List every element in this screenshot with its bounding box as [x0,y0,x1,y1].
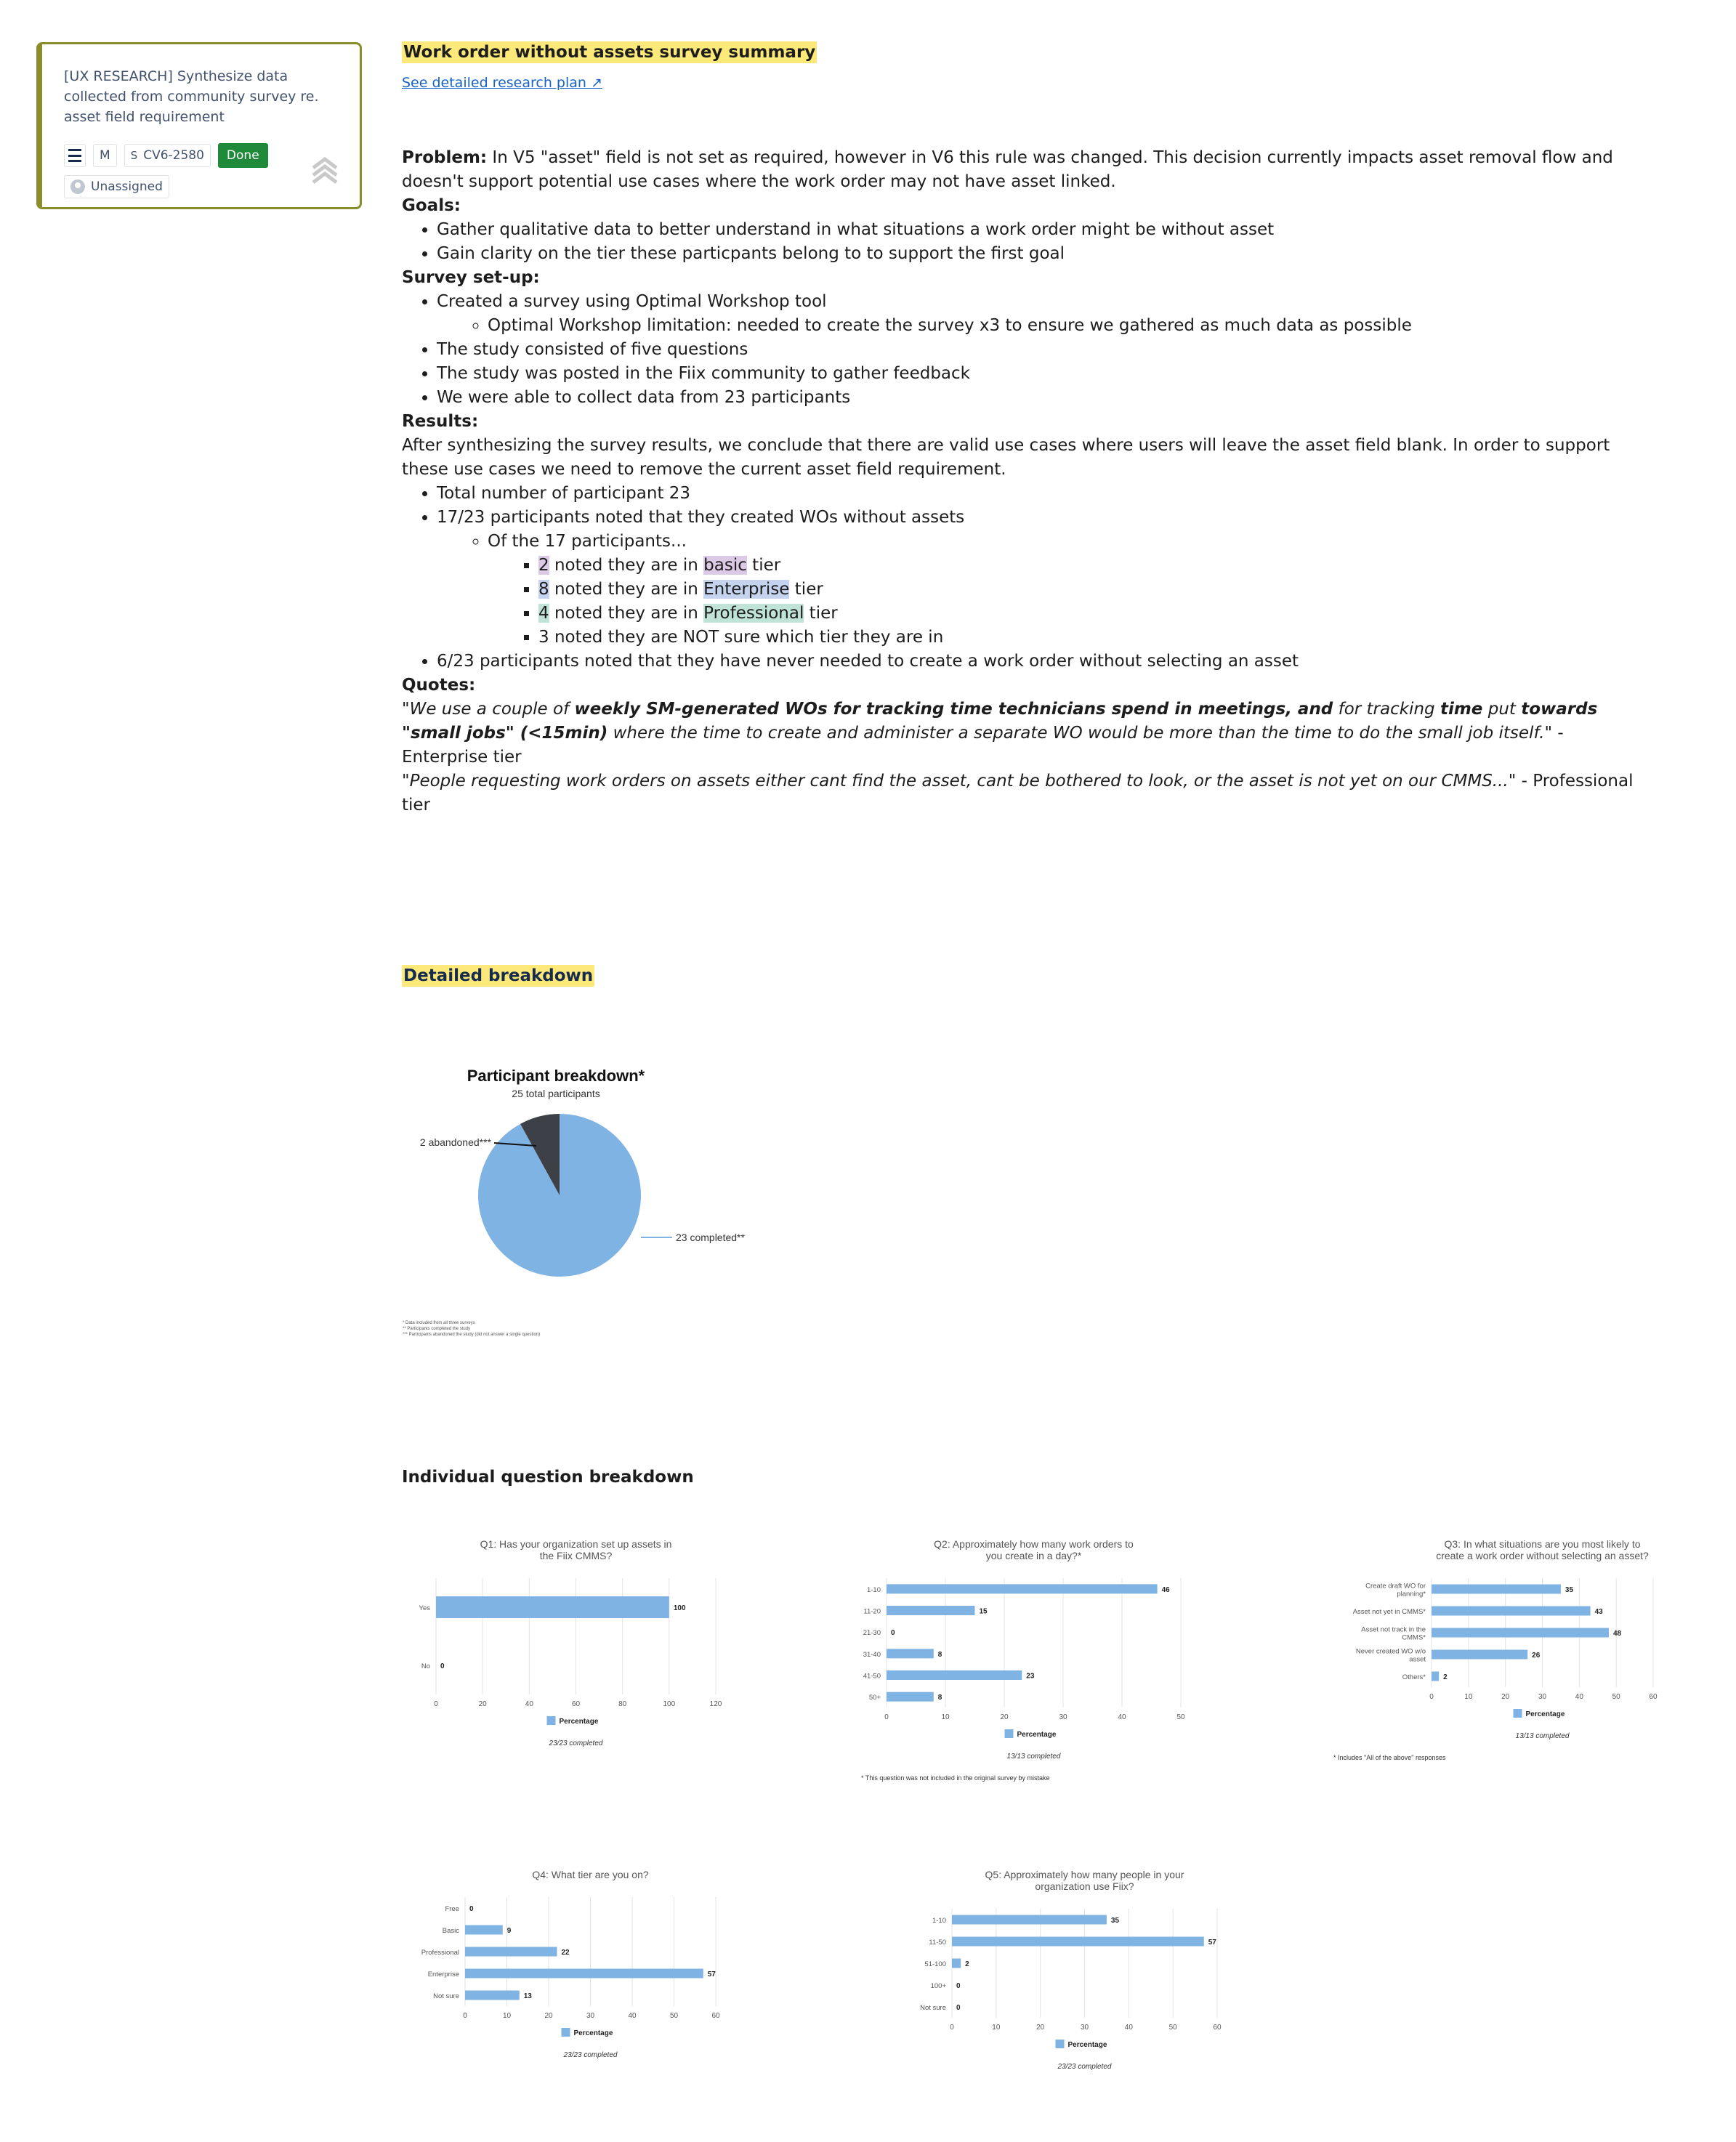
status-badge[interactable]: Done [218,143,268,168]
list-item: • Total number of participant 23 [437,482,1637,506]
story-lines-icon [68,149,81,162]
x-tick-label: 20 [1000,1713,1009,1721]
y-tick-label: Not sure [433,1992,459,2000]
x-tick-label: 20 [478,1700,487,1708]
data-label: 35 [1565,1586,1574,1594]
bar [887,1584,1158,1593]
legend-label: Percentage [559,1718,599,1726]
x-tick-label: 10 [502,2012,512,2020]
results-text: After synthesizing the survey results, we conclude that there are valid use cases where users will leave the asset field blank. In order to support these use cases we need to remove the current asset field requirement. [402,436,1610,479]
x-tick-label: 0 [463,2012,467,2020]
x-tick-label: 100 [663,1700,676,1708]
bar [887,1649,934,1658]
bar [887,1606,975,1615]
problem-text: In V5 "asset" field is not set as required, however in V6 this rule was changed. This decision currently impacts asset removal flow and doesn't support potential use cases where the work order may not have asset linked. [402,148,1613,191]
list-item: • Created a survey using Optimal Workshop tool ◦ Optimal Workshop limitation: needed to create the survey x3 to ensure we gathered as much data as possible [437,290,1637,338]
x-tick-label: 10 [941,1713,950,1721]
y-tick-label: Asset not yet in CMMS* [1352,1608,1426,1616]
q4-bar-chart [403,1864,730,2082]
y-tick-label: 1-10 [866,1585,881,1594]
quotes-label: Quotes: [402,676,476,695]
bar [1432,1606,1591,1616]
tier-professional-item: ▪ 4 noted they are in Professional tier [538,602,1637,626]
data-label: 22 [561,1949,570,1957]
bar [1432,1628,1609,1638]
x-tick-label: 40 [1118,1713,1126,1721]
x-tick-label: 120 [709,1700,722,1708]
pie-label-abandoned: 2 abandoned*** [419,1136,491,1148]
assignee-label: Unassigned [91,179,163,194]
legend-label: Percentage [1525,1710,1565,1718]
y-tick-label: asset [1409,1655,1426,1664]
x-tick-label: 30 [1538,1693,1547,1701]
x-tick-label: 0 [1429,1693,1434,1701]
y-tick-label: 31-40 [863,1650,881,1659]
issue-key: CV6-2580 [143,148,204,163]
quote-enterprise: "We use a couple of weekly SM-generated WOs for tracking time technicians spend in meetings, and for tracking time put towards "small jobs" (<15min) where the time to create and administer a separate WO would be more than the time to do the small job itself." - Enterprise tier [402,700,1598,767]
list-item: • 6/23 participants noted that they have never needed to create a work order without selecting an asset [437,650,1637,674]
x-tick-label: 10 [1464,1693,1473,1701]
legend-swatch [1514,1709,1522,1718]
size-label: M [100,148,110,163]
data-label: 2 [1443,1673,1448,1681]
completed-note: 23/23 completed [549,1739,603,1747]
y-tick-label: CMMS* [1402,1633,1426,1642]
pie-label-completed: 23 completed** [676,1232,745,1243]
quote-professional: "People requesting work orders on assets either cant find the asset, cant be bothered to look, or the asset is not yet on our CMMS..." - Professional tier [402,772,1634,815]
story-icon: S [130,149,138,162]
legend-label: Percentage [1067,2041,1107,2049]
bar [887,1670,1022,1680]
x-tick-label: 0 [434,1700,438,1708]
data-label: 43 [1594,1608,1603,1616]
issue-type-chip[interactable] [64,144,86,167]
pie-footnote: ** Participants completed the study [403,1327,471,1331]
x-tick-label: 50 [1612,1693,1620,1701]
completed-note: 23/23 completed [563,2051,618,2059]
research-summary [402,41,1637,817]
completed-note: 13/13 completed [1006,1753,1061,1761]
x-tick-label: 60 [711,2012,720,2020]
list-item: • The study was posted in the Fiix community to gather feedback [437,362,1637,386]
priority-highest-icon [310,158,339,187]
assignee-chip[interactable] [64,175,169,198]
y-tick-label: Enterprise [427,1971,459,1979]
x-tick-label: 60 [1649,1693,1658,1701]
chart-title: the Fiix CMMS? [539,1550,613,1561]
x-tick-label: 20 [1501,1693,1510,1701]
data-label: 46 [1161,1585,1170,1594]
legend-swatch [1005,1729,1014,1738]
participant-pie-chart [400,1054,807,1351]
q3-bar-chart [1326,1533,1668,1761]
completed-note: 13/13 completed [1515,1732,1570,1740]
chart-title: Q5: Approximately how many people in your [985,1869,1184,1880]
list-item: • We were able to collect data from 23 participants [437,386,1637,410]
problem-paragraph [402,146,1637,194]
research-plan-link[interactable]: See detailed research plan ↗ [402,75,602,91]
data-label: 8 [937,1650,942,1659]
detailed-breakdown-heading [402,966,594,985]
bar [1432,1585,1561,1594]
bar [887,1692,934,1702]
legend-swatch [562,2028,570,2037]
pie-title: Participant breakdown* [467,1067,645,1085]
y-tick-label: 50+ [868,1694,881,1702]
chart-title: Q2: Approximately how many work orders to [934,1538,1134,1550]
y-tick-label: Basic [442,1927,459,1935]
x-tick-label: 20 [544,2012,553,2020]
bar [952,1915,1107,1925]
tier-enterprise-item: ▪ 8 noted they are in Enterprise tier [538,578,1637,602]
x-tick-label: 30 [1080,2024,1089,2032]
data-label: 9 [506,1927,512,1935]
bar [436,1596,669,1618]
bar [1432,1672,1439,1681]
data-label: 100 [673,1604,686,1612]
x-tick-label: 50 [1168,2024,1177,2032]
x-tick-label: 20 [1036,2024,1045,2032]
y-tick-label: Others* [1402,1673,1426,1681]
q2-bar-chart [854,1533,1195,1782]
avatar-icon [70,179,85,194]
x-tick-label: 60 [1213,2024,1222,2032]
problem-label: Problem: [402,148,488,167]
goals-list [402,218,1637,266]
bar [952,1959,961,1968]
data-label: 57 [1208,1939,1216,1947]
chart-title: Q1: Has your organization set up assets in [480,1538,672,1550]
y-tick-label: Asset not track in the [1361,1625,1426,1634]
doc-title: Work order without assets survey summary [403,43,816,62]
goals-label: Goals: [402,196,461,215]
chart-title: you create in a day?* [985,1550,1082,1561]
setup-list [402,290,1637,410]
y-tick-label: Professional [421,1949,459,1957]
bar [465,1925,503,1935]
x-tick-label: 10 [992,2024,1001,2032]
list-item: • Gather qualitative data to better understand in what situations a work order might be without asset [437,218,1637,242]
bar [465,1969,703,1979]
x-tick-label: 50 [669,2012,679,2020]
individual-breakdown-heading: Individual question breakdown [402,1468,694,1487]
issue-card-meta [64,143,268,168]
y-tick-label: 11-50 [929,1939,946,1947]
data-label: 0 [956,2004,961,2012]
x-tick-label: 0 [950,2024,954,2032]
completed-note: 23/23 completed [1057,2063,1112,2071]
bar [952,1937,1204,1947]
x-tick-label: 50 [1176,1713,1185,1721]
pie-subtitle: 25 total participants [512,1088,600,1099]
x-tick-label: 40 [1124,2024,1133,2032]
chart-title: Q4: What tier are you on? [532,1869,649,1880]
list-item: • Gain clarity on the tier these particpants belong to to support the first goal [437,242,1637,266]
y-tick-label: 1-10 [932,1917,946,1925]
pie-footnote: * Data included from all three surveys [403,1321,475,1325]
chart-footnote: * Includes "All of the above" responses [1333,1754,1446,1761]
legend-label: Percentage [573,2029,613,2037]
chart-title: organization use Fiix? [1035,1880,1134,1892]
assignee-row [64,175,169,198]
q5-bar-chart [890,1864,1232,2082]
y-tick-label: 21-30 [863,1629,881,1638]
y-tick-label: Create draft WO for [1365,1582,1426,1591]
y-tick-label: 100+ [930,1982,946,1990]
y-tick-label: Free [445,1905,459,1913]
x-tick-label: 60 [571,1700,581,1708]
results-list [402,482,1637,674]
x-tick-label: 0 [884,1713,889,1721]
data-label: 0 [440,1662,445,1670]
x-tick-label: 40 [525,1700,533,1708]
data-label: 0 [891,1629,895,1638]
y-tick-label: Never created WO w/o [1355,1647,1426,1656]
y-tick-label: 11-20 [863,1607,881,1616]
y-tick-label: 41-50 [863,1672,881,1681]
chart-footnote: * This question was not included in the original survey by mistake [861,1774,1050,1782]
issue-key-chip[interactable] [124,144,211,167]
y-tick-label: Yes [419,1604,430,1612]
data-label: 0 [469,1905,474,1913]
q1-bar-chart [403,1533,730,1751]
y-tick-label: 51-100 [924,1960,946,1968]
legend-label: Percentage [1017,1731,1057,1739]
y-tick-label: No [421,1662,430,1670]
x-tick-label: 40 [628,2012,637,2020]
chart-title: Q3: In what situations are you most likely to [1444,1538,1641,1550]
issue-card-title[interactable]: [UX RESEARCH] Synthesize data collected from community survey re. asset field requirement [64,68,319,125]
tier-unsure-item: ▪ 3 noted they are NOT sure which tier they are in [538,626,1637,650]
data-label: 57 [707,1971,716,1979]
y-tick-label: planning* [1397,1590,1426,1599]
x-tick-label: 30 [1059,1713,1067,1721]
x-tick-label: 30 [586,2012,595,2020]
data-label: 0 [956,1982,961,1990]
size-chip[interactable] [93,144,117,167]
data-label: 8 [937,1694,942,1702]
data-label: 35 [1110,1917,1120,1925]
x-tick-label: 40 [1575,1693,1583,1701]
legend-swatch [547,1716,556,1725]
issue-card[interactable] [36,42,362,209]
data-label: 48 [1613,1630,1622,1638]
legend-swatch [1056,2040,1065,2048]
x-tick-label: 80 [618,1700,627,1708]
results-label: Results: [402,412,479,431]
pie-footnote: *** Participants abandoned the study (did not answer a single question) [403,1333,541,1337]
data-label: 15 [979,1607,988,1616]
data-label: 26 [1532,1652,1541,1660]
chart-title: create a work order without selecting an asset? [1436,1550,1649,1561]
bar [1432,1650,1527,1660]
detailed-breakdown-title: Detailed breakdown [403,966,594,985]
data-label: 13 [523,1992,532,2000]
data-label: 2 [965,1960,969,1968]
list-item: • 17/23 participants noted that they created WOs without assets ◦ Of the 17 participants... ▪ 2 noted they are in basic tier ▪ 8 noted they are in Enterprise tier ▪ 4 noted they are in Professional tier ▪ 3 noted they are NOT sure which tier they are in [437,506,1637,650]
list-item: • The study consisted of five questions [437,338,1637,362]
bar [465,1991,520,2000]
list-item: ◦ Optimal Workshop limitation: needed to create the survey x3 to ensure we gathered as much data as possible [488,314,1637,338]
data-label: 23 [1026,1672,1035,1681]
tier-basic-item: ▪ 2 noted they are in basic tier [538,554,1637,578]
y-tick-label: Not sure [920,2004,946,2012]
bar [465,1947,557,1957]
list-item: ◦ Of the 17 participants... ▪ 2 noted they are in basic tier ▪ 8 noted they are in Enterprise tier ▪ 4 noted they are in Professional tier ▪ 3 noted they are NOT sure which tier they are in [488,530,1637,650]
setup-label: Survey set-up: [402,268,540,287]
